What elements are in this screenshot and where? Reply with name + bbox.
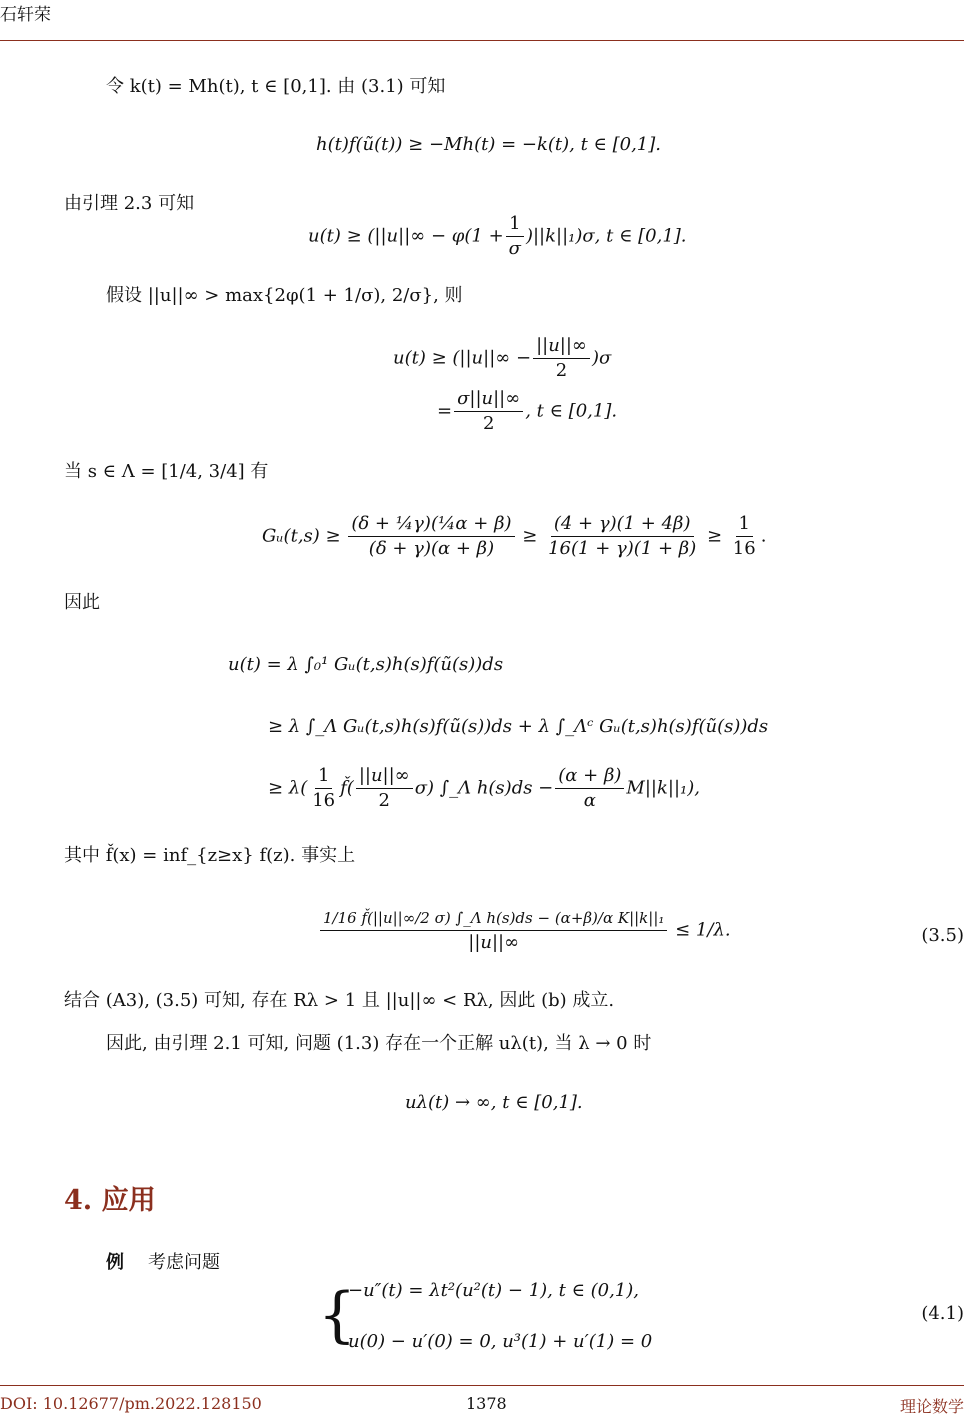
eq3a-left: u(t) ≥ (||u||∞ − <box>393 347 532 369</box>
eq5c-part-c: σ) ∫_Λ h(s)ds − <box>414 777 554 799</box>
running-header-author: 石轩荣 <box>0 5 51 25</box>
eq5c-fraction-2 <box>356 764 413 813</box>
eq4-end: . <box>760 525 767 547</box>
footer-page-number: 1378 <box>466 1394 507 1413</box>
eq4-f2-den: 16(1 + γ)(1 + β) <box>548 538 697 559</box>
eq4-f3-den: 16 <box>732 538 756 559</box>
eq4-f1-num: (δ + ¼γ)(¼α + β) <box>348 512 514 537</box>
eq5c-part-a: ≥ λ( <box>268 777 308 799</box>
paragraph-when-s-in-lambda: 当 s ∈ Λ = [1/4, 3/4] 有 <box>64 461 269 482</box>
example-text: 考虑问题 <box>148 1252 220 1273</box>
equation-4-1-line2: u(0) − u′(0) = 0, u³(1) + u′(1) = 0 <box>348 1331 653 1352</box>
eq4-fraction-3 <box>730 512 759 561</box>
equation-number-3-5: (3.5) <box>921 925 964 946</box>
header-rule <box>0 40 964 41</box>
equation-u-bound-line1 <box>393 334 611 383</box>
paragraph-assume: 假设 ||u||∞ > max{2φ(1 + 1/σ), 2/σ}, 则 <box>106 285 463 306</box>
eq2-left: u(t) ≥ (||u||∞ − φ(1 + <box>308 225 504 247</box>
eq4-ge-1: ≥ <box>522 525 538 547</box>
eq2-frac-den: σ <box>508 238 521 259</box>
eq3a-fraction <box>533 334 590 383</box>
equation-3-5 <box>318 906 731 955</box>
paragraph-conclusion: 因此, 由引理 2.1 可知, 问题 (1.3) 存在一个正解 uλ(t), 当 λ → 0 时 <box>106 1033 652 1054</box>
eq6-denominator: ||u||∞ <box>468 932 520 953</box>
eq4-f2-num: (4 + γ)(1 + 4β) <box>551 512 694 537</box>
eq3a-right: )σ <box>591 347 612 369</box>
eq5c-fraction-3 <box>555 764 624 813</box>
eq3b-frac-den: 2 <box>482 413 495 434</box>
eq5c-f1-num: 1 <box>315 764 332 789</box>
eq5c-f1-den: 16 <box>312 790 336 811</box>
equation-hf-bound: h(t)f(ũ(t)) ≥ −Mh(t) = −k(t), t ∈ [0,1]. <box>316 134 661 155</box>
eq3b-frac-num: σ||u||∞ <box>454 387 523 412</box>
eq6-fraction <box>320 906 667 955</box>
eq3b-fraction <box>454 387 523 436</box>
eq5c-f2-den: 2 <box>378 790 390 811</box>
eq5c-f2-num: ||u||∞ <box>356 764 413 789</box>
equation-u-integral-line1: u(t) = λ ∫₀¹ Gᵤ(t,s)h(s)f(ũ(s))ds <box>228 654 504 675</box>
eq6-numerator: 1/16 f̌(||u||∞/2 σ) ∫_Λ h(s)ds − (α+β)/α K||k||₁ <box>320 906 667 931</box>
equation-u-lower-bound <box>308 212 687 261</box>
eq4-fraction-1 <box>348 512 514 561</box>
section-title: 4. 应用 <box>64 1185 156 1216</box>
paragraph-let-k: 令 k(t) = Mh(t), t ∈ [0,1]. 由 (3.1) 可知 <box>106 76 446 97</box>
eq3a-frac-num: ||u||∞ <box>533 334 590 359</box>
paragraph-by-lemma-2-3: 由引理 2.3 可知 <box>64 193 195 214</box>
eq4-f1-den: (δ + γ)(α + β) <box>368 538 495 559</box>
eq3a-frac-den: 2 <box>555 360 568 381</box>
paragraph-combining: 结合 (A3), (3.5) 可知, 存在 Rλ > 1 且 ||u||∞ < Rλ, 因此 (b) 成立. <box>64 990 615 1011</box>
eq4-left: Gᵤ(t,s) ≥ <box>262 525 341 547</box>
eq4-ge-2: ≥ <box>706 525 723 547</box>
eq4-fraction-2 <box>545 512 699 561</box>
paragraph-therefore: 因此 <box>64 592 100 613</box>
eq3b-right: , t ∈ [0,1]. <box>525 400 618 422</box>
eq6-right: ≤ 1/λ. <box>675 919 731 941</box>
eq5c-part-d: M||k||₁), <box>626 777 700 799</box>
equation-limit: uλ(t) → ∞, t ∈ [0,1]. <box>405 1092 583 1113</box>
eq5c-f3-num: (α + β) <box>555 764 624 789</box>
paragraph-where-f-check: 其中 f̌(x) = inf_{z≥x} f(z). 事实上 <box>64 845 356 866</box>
equation-u-integral-line2: ≥ λ ∫_Λ Gᵤ(t,s)h(s)f(ũ(s))ds + λ ∫_Λᶜ Gᵤ(t,s)h(s)f(ũ(s))ds <box>268 716 769 737</box>
eq2-frac-num: 1 <box>506 212 523 237</box>
eq2-fraction <box>506 212 524 261</box>
footer-rule <box>0 1385 964 1386</box>
eq2-right: )||k||₁)σ, t ∈ [0,1]. <box>525 225 687 247</box>
equation-u-integral-line3 <box>268 764 700 813</box>
eq5c-part-b: f̌( <box>340 777 354 799</box>
eq3b-left: = <box>437 400 453 422</box>
equation-number-4-1: (4.1) <box>921 1303 964 1324</box>
equation-4-1-line1: −u″(t) = λt²(u²(t) − 1), t ∈ (0,1), <box>348 1280 640 1301</box>
system-brace: { <box>318 1280 357 1350</box>
equation-u-bound-line2 <box>437 387 617 436</box>
eq4-f3-num: 1 <box>736 512 753 537</box>
footer-journal: 理论数学 <box>899 1397 964 1416</box>
equation-green-bound <box>262 512 766 561</box>
eq5c-f3-den: α <box>583 790 596 811</box>
example-label: 例 <box>106 1252 124 1273</box>
footer-doi: DOI: 10.12677/pm.2022.128150 <box>0 1394 262 1413</box>
eq5c-fraction-1 <box>309 764 338 813</box>
